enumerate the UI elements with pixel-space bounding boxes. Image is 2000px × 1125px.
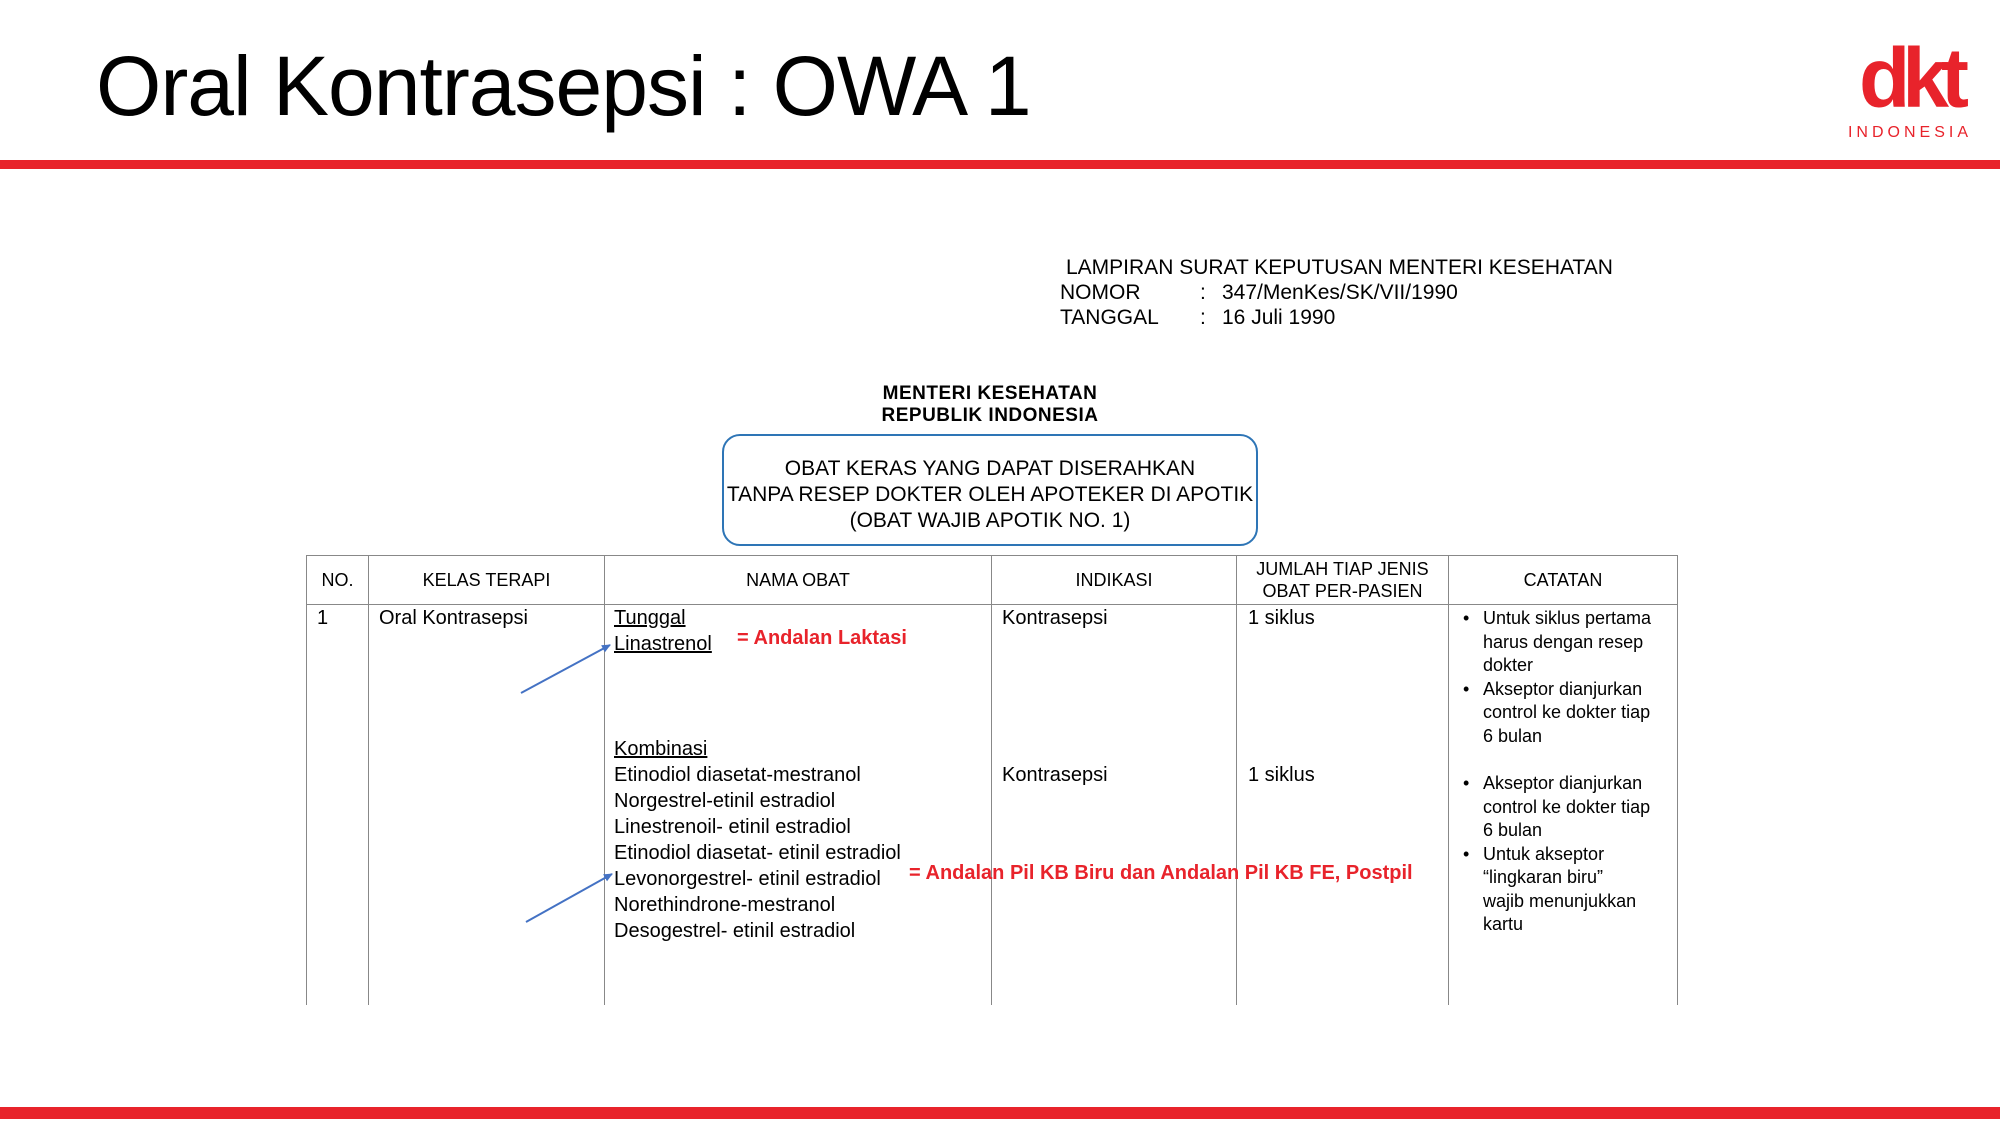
callout-andalan-pil-kb: = Andalan Pil KB Biru dan Andalan Pil KB FE, Postpil (909, 862, 1413, 884)
catatan-3-line-2: control ke dokter tiap (1483, 796, 1651, 817)
header-no: NO. (307, 556, 369, 605)
header-catatan: CATATAN (1449, 556, 1678, 605)
logo-word: dkt (1859, 31, 1961, 125)
catatan-4-line-1: Untuk akseptor (1483, 843, 1605, 864)
logo-subtitle: INDONESIA (1847, 124, 1972, 141)
jumlah-tunggal: 1 siklus (1248, 607, 1315, 629)
catatan-3-line-1: Akseptor dianjurkan (1483, 773, 1643, 793)
catatan-3-line-3: 6 bulan (1483, 820, 1543, 840)
catatan-1-line-3: dokter (1483, 655, 1534, 675)
catatan-1-line-1: Untuk siklus pertama (1483, 608, 1652, 628)
callout-andalan-laktasi: = Andalan Laktasi (737, 627, 907, 649)
tanggal-label: TANGGAL (1060, 306, 1159, 329)
arrow-to-linastrenol (521, 645, 610, 693)
row-number: 1 (317, 607, 329, 629)
kombinasi-drug-3: Linestrenoil- etinil estradiol (614, 816, 851, 838)
tunggal-heading: Tunggal (614, 607, 686, 629)
kombinasi-heading: Kombinasi (614, 738, 708, 760)
kombinasi-drug-5: Levonorgestrel- etinil estradiol (614, 868, 881, 890)
indikasi-kombinasi: Kontrasepsi (1002, 764, 1108, 786)
bullet-icon: • (1463, 608, 1470, 628)
catatan-2-line-1: Akseptor dianjurkan (1483, 678, 1643, 699)
slide-title: Oral Kontrasepsi : OWA 1 (96, 39, 1031, 133)
kombinasi-drug-4: Etinodiol diasetat- etinil estradiol (614, 842, 901, 864)
nomor-colon: : (1200, 281, 1206, 304)
ministry-line-1: MENTERI KESEHATAN (882, 383, 1098, 404)
appendix-heading-text: LAMPIRAN SURAT KEPUTUSAN MENTERI KESEHATAN (1066, 256, 1613, 279)
catatan-4-line-3: wajib menunjukkan (1483, 890, 1637, 911)
header-jumlah-line-1: JUMLAH TIAP JENIS (1256, 559, 1429, 579)
doc-title-line-1: OBAT KERAS YANG DAPAT DISERAHKAN (784, 457, 1196, 480)
kombinasi-drug-1: Etinodiol diasetat-mestranol (614, 764, 861, 786)
catatan-4-line-4: kartu (1483, 914, 1524, 934)
header-nama-obat: NAMA OBAT (605, 556, 992, 605)
catatan-1-line-2: harus dengan resep (1483, 631, 1644, 652)
kombinasi-drug-2: Norgestrel-etinil estradiol (614, 790, 836, 812)
doc-title-line-3: (OBAT WAJIB APOTIK NO. 1) (849, 509, 1131, 532)
catatan-2-line-3: 6 bulan (1483, 725, 1543, 746)
header-indikasi: INDIKASI (992, 556, 1237, 605)
ministry-line-2: REPUBLIK INDONESIA (881, 405, 1099, 426)
nomor-label: NOMOR (1060, 281, 1141, 304)
bullet-icon: • (1463, 773, 1470, 793)
kelas-terapi-value: Oral Kontrasepsi (379, 607, 528, 629)
catatan-2-line-2: control ke dokter tiap (1483, 702, 1651, 722)
header-kelas-terapi: KELAS TERAPI (369, 556, 605, 605)
tanggal-colon: : (1200, 306, 1206, 329)
bullet-icon: • (1463, 843, 1470, 864)
nomor-value: 347/MenKes/SK/VII/1990 (1222, 281, 1458, 304)
tanggal-value: 16 Juli 1990 (1222, 306, 1336, 329)
bullet-icon: • (1463, 678, 1470, 699)
catatan-4-line-2: “lingkaran biru” (1483, 867, 1604, 887)
indikasi-tunggal: Kontrasepsi (1002, 607, 1108, 629)
kombinasi-drug-6: Norethindrone-mestranol (614, 894, 836, 916)
tunggal-drug: Linastrenol (614, 633, 712, 655)
header-jumlah-line-2: OBAT PER-PASIEN (1262, 581, 1423, 601)
jumlah-kombinasi: 1 siklus (1248, 764, 1315, 786)
arrow-to-levonorgestrel (526, 874, 612, 922)
bottom-divider (0, 1107, 2000, 1119)
doc-title-line-2: TANPA RESEP DOKTER OLEH APOTEKER DI APOTIK (726, 483, 1254, 506)
kombinasi-drug-7: Desogestrel- etinil estradiol (614, 920, 856, 942)
